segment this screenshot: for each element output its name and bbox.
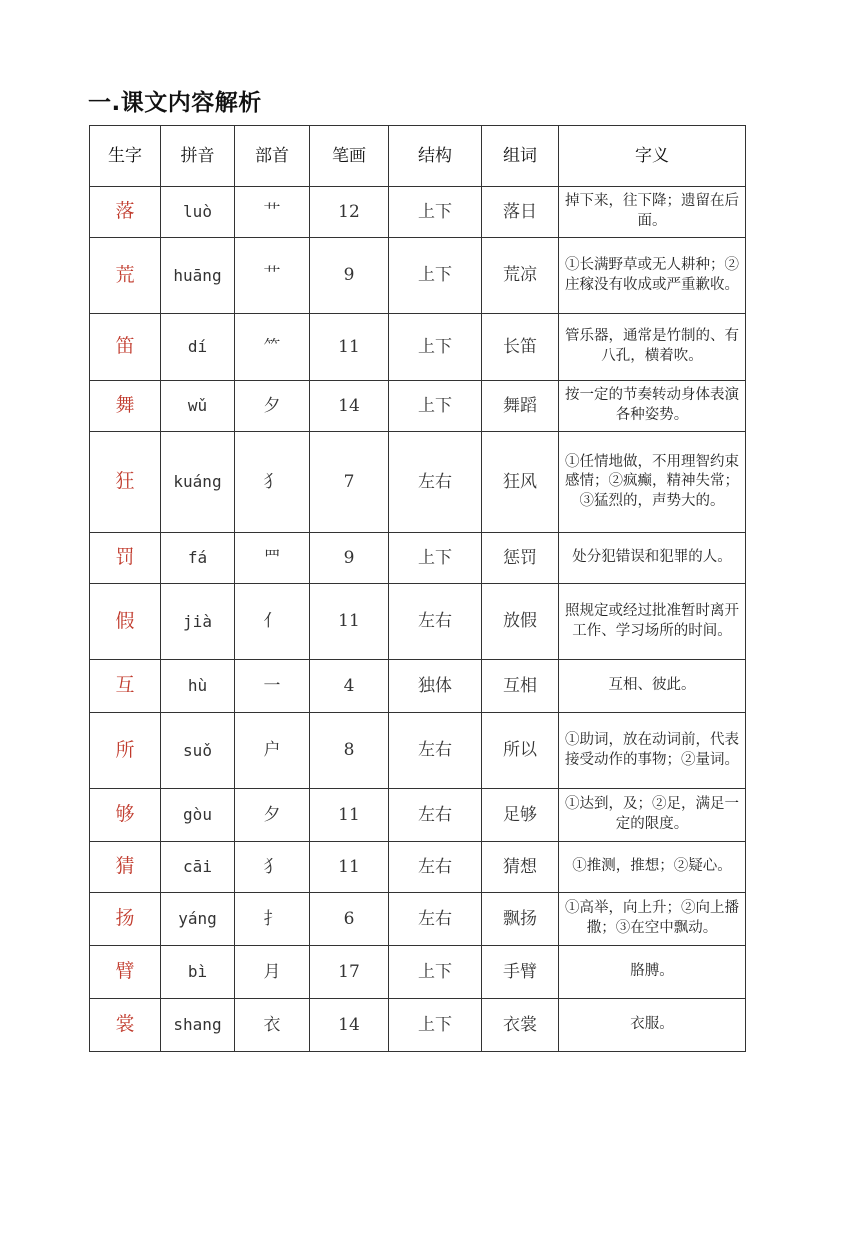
cell-char: 假 bbox=[90, 584, 161, 660]
table-row bbox=[90, 842, 746, 893]
header-strokes: 笔画 bbox=[310, 126, 389, 187]
cell-meaning: 管乐器，通常是竹制的、有八孔，横着吹。 bbox=[559, 314, 746, 381]
header-structure: 结构 bbox=[389, 126, 482, 187]
cell-meaning: 照规定或经过批准暂时离开工作、学习场所的时间。 bbox=[559, 584, 746, 660]
table-row bbox=[90, 533, 746, 584]
cell-radical: 犭 bbox=[235, 842, 310, 893]
table-row bbox=[90, 660, 746, 713]
header-radical: 部首 bbox=[235, 126, 310, 187]
cell-char: 猜 bbox=[90, 842, 161, 893]
table-row bbox=[90, 432, 746, 533]
cell-radical: 户 bbox=[235, 713, 310, 789]
cell-char: 够 bbox=[90, 789, 161, 842]
cell-word: 放假 bbox=[482, 584, 559, 660]
cell-strokes: 9 bbox=[310, 238, 389, 314]
cell-pinyin: dí bbox=[161, 314, 235, 381]
cell-strokes: 9 bbox=[310, 533, 389, 584]
cell-meaning: ①长满野草或无人耕种；②庄稼没有收成或严重歉收。 bbox=[559, 238, 746, 314]
cell-char: 罚 bbox=[90, 533, 161, 584]
table-row bbox=[90, 187, 746, 238]
cell-strokes: 7 bbox=[310, 432, 389, 533]
cell-strokes: 12 bbox=[310, 187, 389, 238]
cell-char: 裳 bbox=[90, 999, 161, 1052]
cell-radical: 犭 bbox=[235, 432, 310, 533]
cell-radical: 罒 bbox=[235, 533, 310, 584]
cell-strokes: 11 bbox=[310, 789, 389, 842]
cell-pinyin: cāi bbox=[161, 842, 235, 893]
cell-radical: 夕 bbox=[235, 789, 310, 842]
cell-strokes: 4 bbox=[310, 660, 389, 713]
cell-strokes: 8 bbox=[310, 713, 389, 789]
cell-pinyin: wǔ bbox=[161, 381, 235, 432]
cell-radical: ⺮ bbox=[235, 314, 310, 381]
cell-structure: 左右 bbox=[389, 842, 482, 893]
cell-meaning: ①任情地做，不用理智约束感情；②疯癫，精神失常；③猛烈的，声势大的。 bbox=[559, 432, 746, 533]
cell-meaning: 互相、彼此。 bbox=[559, 660, 746, 713]
cell-pinyin: shang bbox=[161, 999, 235, 1052]
cell-structure: 上下 bbox=[389, 381, 482, 432]
cell-radical: 艹 bbox=[235, 238, 310, 314]
cell-meaning: 衣服。 bbox=[559, 999, 746, 1052]
table-row bbox=[90, 893, 746, 946]
cell-radical: 亻 bbox=[235, 584, 310, 660]
character-table bbox=[89, 125, 746, 1052]
cell-word: 所以 bbox=[482, 713, 559, 789]
cell-word: 手臂 bbox=[482, 946, 559, 999]
cell-word: 落日 bbox=[482, 187, 559, 238]
cell-structure: 上下 bbox=[389, 533, 482, 584]
header-pinyin: 拼音 bbox=[161, 126, 235, 187]
cell-structure: 左右 bbox=[389, 713, 482, 789]
cell-radical: 扌 bbox=[235, 893, 310, 946]
cell-strokes: 14 bbox=[310, 381, 389, 432]
cell-structure: 左右 bbox=[389, 584, 482, 660]
cell-pinyin: bì bbox=[161, 946, 235, 999]
cell-word: 猜想 bbox=[482, 842, 559, 893]
cell-structure: 上下 bbox=[389, 999, 482, 1052]
cell-structure: 上下 bbox=[389, 187, 482, 238]
cell-structure: 上下 bbox=[389, 238, 482, 314]
cell-char: 互 bbox=[90, 660, 161, 713]
table-row bbox=[90, 238, 746, 314]
cell-meaning: 掉下来，往下降；遗留在后面。 bbox=[559, 187, 746, 238]
table-row bbox=[90, 946, 746, 999]
cell-word: 足够 bbox=[482, 789, 559, 842]
cell-pinyin: yáng bbox=[161, 893, 235, 946]
table-row bbox=[90, 314, 746, 381]
table-row bbox=[90, 381, 746, 432]
table-row bbox=[90, 584, 746, 660]
cell-char: 臂 bbox=[90, 946, 161, 999]
cell-word: 衣裳 bbox=[482, 999, 559, 1052]
cell-meaning: ①达到，及；②足，满足一定的限度。 bbox=[559, 789, 746, 842]
cell-pinyin: suǒ bbox=[161, 713, 235, 789]
cell-word: 狂风 bbox=[482, 432, 559, 533]
cell-word: 长笛 bbox=[482, 314, 559, 381]
cell-structure: 上下 bbox=[389, 314, 482, 381]
cell-pinyin: fá bbox=[161, 533, 235, 584]
cell-radical: 月 bbox=[235, 946, 310, 999]
cell-radical: 艹 bbox=[235, 187, 310, 238]
header-char: 生字 bbox=[90, 126, 161, 187]
table-row bbox=[90, 713, 746, 789]
cell-structure: 上下 bbox=[389, 946, 482, 999]
cell-meaning: ①推测，推想；②疑心。 bbox=[559, 842, 746, 893]
cell-pinyin: luò bbox=[161, 187, 235, 238]
cell-meaning: 处分犯错误和犯罪的人。 bbox=[559, 533, 746, 584]
table-row bbox=[90, 999, 746, 1052]
cell-strokes: 11 bbox=[310, 842, 389, 893]
cell-structure: 独体 bbox=[389, 660, 482, 713]
cell-strokes: 14 bbox=[310, 999, 389, 1052]
cell-meaning: ①助词，放在动词前，代表接受动作的事物；②量词。 bbox=[559, 713, 746, 789]
cell-structure: 左右 bbox=[389, 789, 482, 842]
cell-structure: 左右 bbox=[389, 893, 482, 946]
cell-radical: 夕 bbox=[235, 381, 310, 432]
cell-word: 互相 bbox=[482, 660, 559, 713]
cell-meaning: 胳膊。 bbox=[559, 946, 746, 999]
cell-pinyin: kuáng bbox=[161, 432, 235, 533]
cell-pinyin: gòu bbox=[161, 789, 235, 842]
cell-strokes: 11 bbox=[310, 314, 389, 381]
cell-char: 狂 bbox=[90, 432, 161, 533]
cell-word: 舞蹈 bbox=[482, 381, 559, 432]
cell-word: 荒凉 bbox=[482, 238, 559, 314]
cell-pinyin: hù bbox=[161, 660, 235, 713]
cell-pinyin: jià bbox=[161, 584, 235, 660]
cell-word: 飘扬 bbox=[482, 893, 559, 946]
cell-char: 所 bbox=[90, 713, 161, 789]
table-row bbox=[90, 789, 746, 842]
cell-word: 惩罚 bbox=[482, 533, 559, 584]
table-header-row bbox=[90, 126, 746, 187]
cell-meaning: 按一定的节奏转动身体表演各种姿势。 bbox=[559, 381, 746, 432]
cell-char: 扬 bbox=[90, 893, 161, 946]
cell-radical: 衣 bbox=[235, 999, 310, 1052]
cell-char: 笛 bbox=[90, 314, 161, 381]
cell-strokes: 17 bbox=[310, 946, 389, 999]
cell-char: 落 bbox=[90, 187, 161, 238]
header-word: 组词 bbox=[482, 126, 559, 187]
cell-strokes: 6 bbox=[310, 893, 389, 946]
cell-meaning: ①高举，向上升；②向上播撒；③在空中飘动。 bbox=[559, 893, 746, 946]
cell-char: 舞 bbox=[90, 381, 161, 432]
cell-structure: 左右 bbox=[389, 432, 482, 533]
cell-pinyin: huāng bbox=[161, 238, 235, 314]
cell-strokes: 11 bbox=[310, 584, 389, 660]
header-meaning: 字义 bbox=[559, 126, 746, 187]
cell-radical: 一 bbox=[235, 660, 310, 713]
cell-char: 荒 bbox=[90, 238, 161, 314]
page-title: 一.课文内容解析 bbox=[88, 90, 262, 116]
